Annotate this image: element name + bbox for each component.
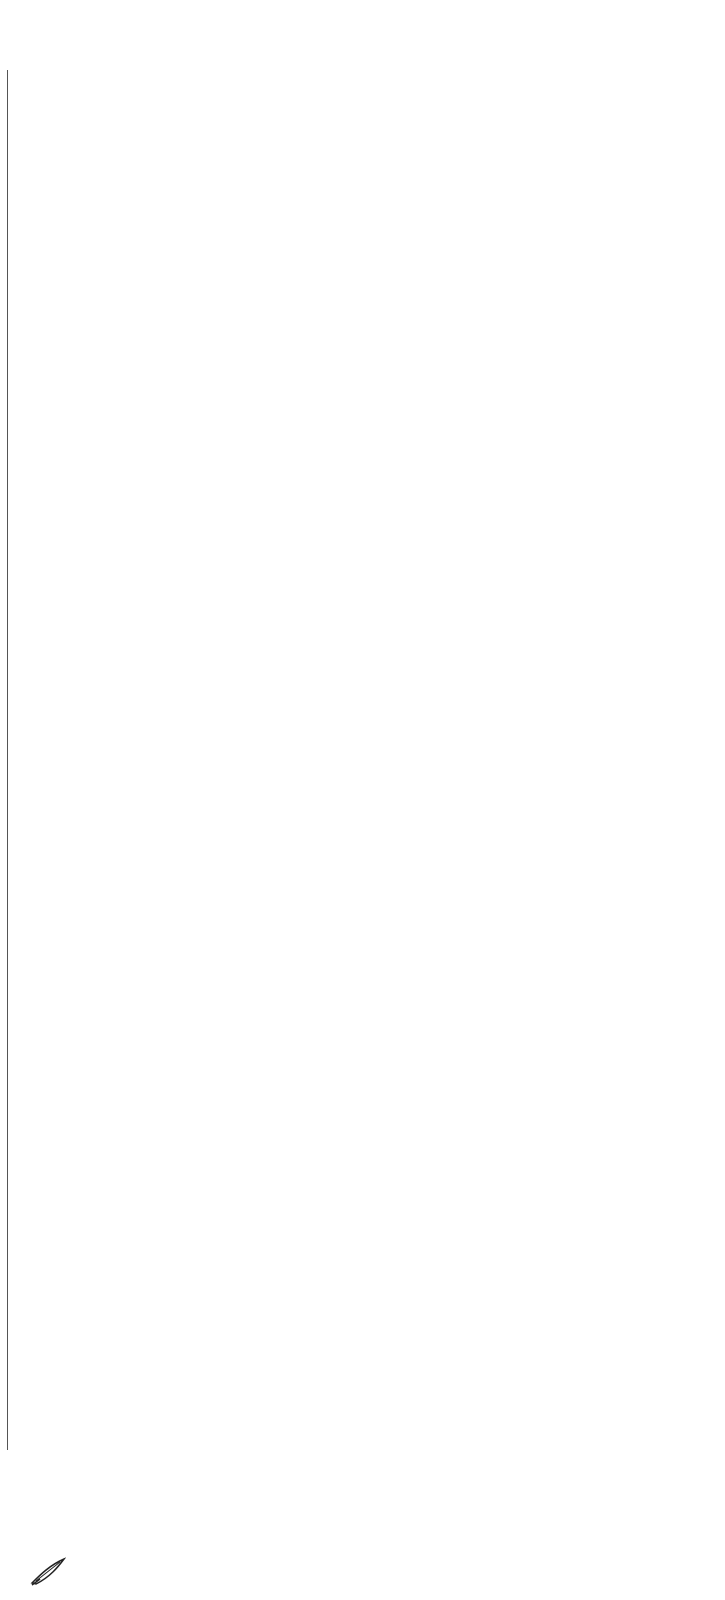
answer-page <box>30 68 695 74</box>
feather-logo-icon <box>30 1557 66 1587</box>
watermark-logo <box>495 1470 720 1595</box>
margin-rule <box>7 70 8 1450</box>
